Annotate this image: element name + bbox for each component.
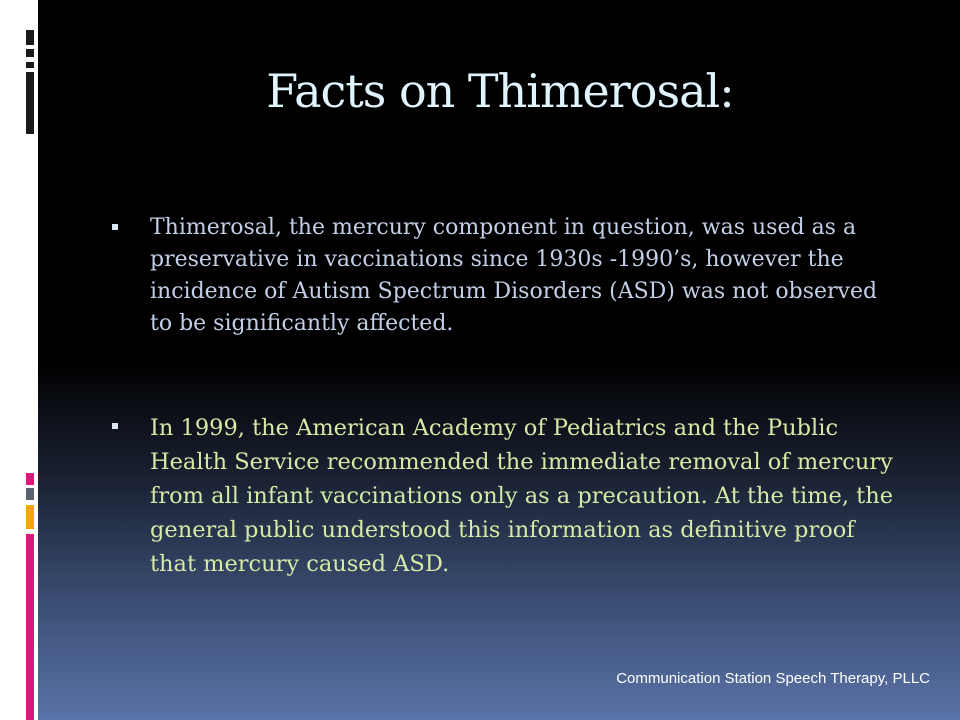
bullet-square-icon [112, 423, 118, 429]
bullet-item [112, 411, 902, 581]
footer-credit: Communication Station Speech Therapy, PLLC [616, 670, 930, 687]
accent-block [26, 505, 34, 529]
accent-block [26, 488, 34, 500]
bullet-text: Thimerosal, the mercury component in question, was used as a preservative in vaccinations since 1930s -1990’s, however the incidence of Autism Spectrum Disorders (ASD) was not observed to be significantly affected. [150, 215, 878, 336]
accent-block [26, 49, 34, 57]
bullet-square-icon [112, 224, 118, 230]
accent-block [26, 473, 34, 485]
accent-block [26, 30, 34, 45]
accent-block [26, 72, 34, 134]
slide-title: Facts on Thimerosal: [266, 64, 734, 118]
accent-block [26, 534, 34, 720]
bullet-item [112, 212, 902, 340]
accent-block [26, 62, 34, 68]
bullet-text: In 1999, the American Academy of Pediatrics and the Public Health Service recommended the immediate removal of mercury from all infant vaccinations only as a precaution. At the time, the general public understood this information as definitive proof that mercury caused ASD. [150, 415, 894, 577]
